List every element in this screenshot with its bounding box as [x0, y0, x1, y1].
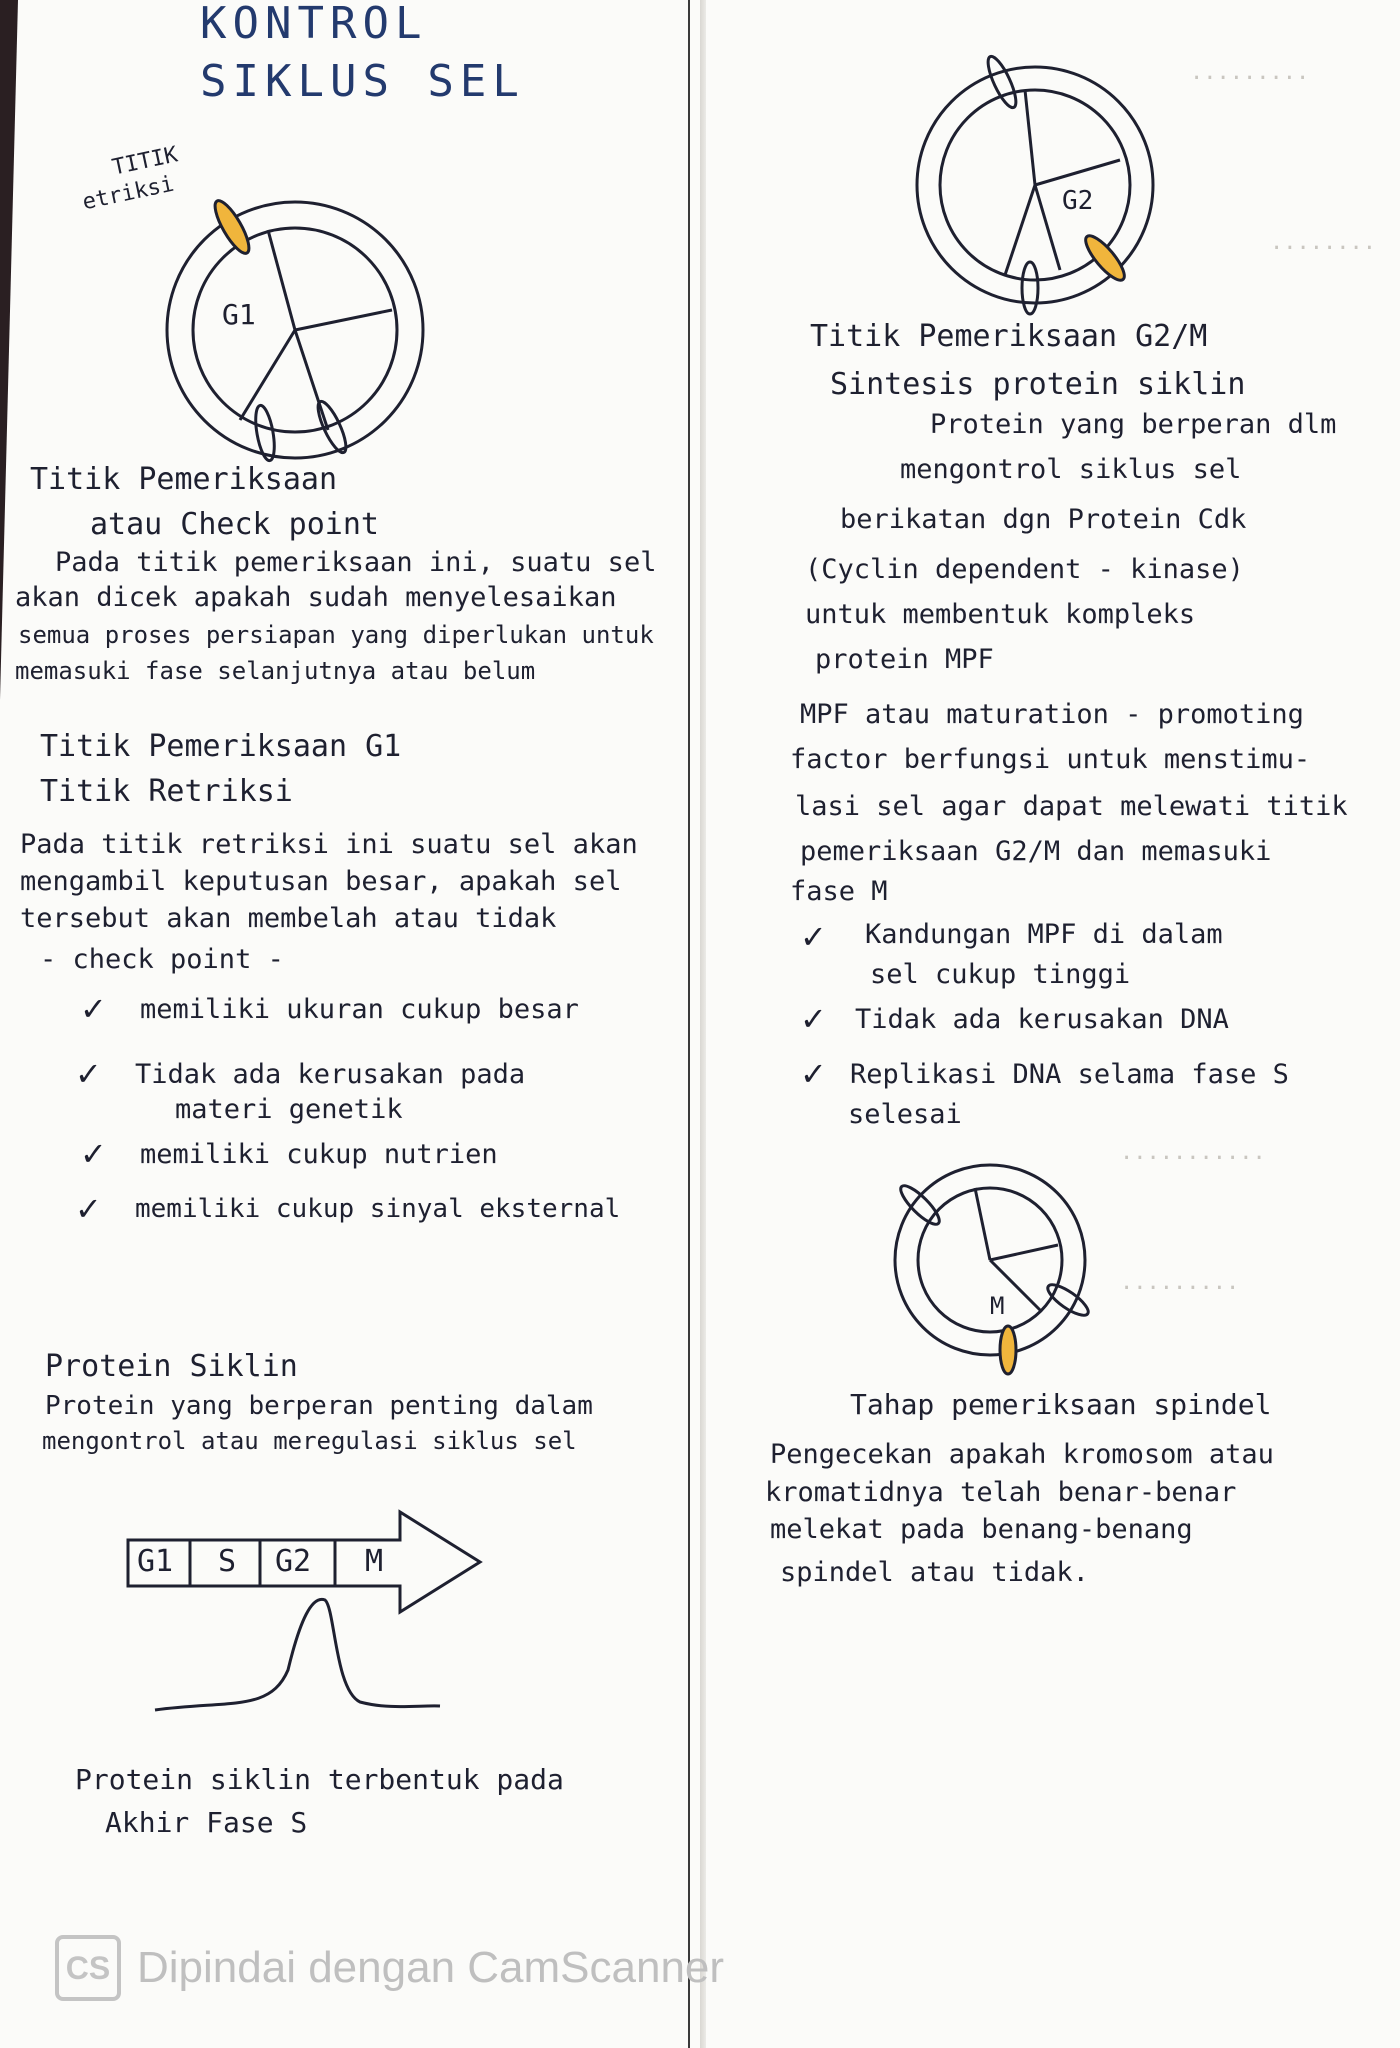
- m-phase-label: M: [990, 1292, 1005, 1320]
- cyclin-synthesis-heading: Sintesis protein siklin: [830, 367, 1246, 402]
- mpf-criterion: selesai: [848, 1099, 962, 1130]
- checkpoint-heading-1: Titik Pemeriksaan: [30, 462, 338, 497]
- g1-text-line: mengambil keputusan besar, apakah sel: [20, 866, 622, 897]
- check-icon: ✓: [800, 918, 827, 956]
- bleed-text: .........: [1190, 60, 1310, 85]
- checkpoint-text-line: Pada titik pemeriksaan ini, suatu sel: [55, 547, 657, 578]
- spindle-checkpoint-heading: Tahap pemeriksaan spindel: [850, 1388, 1272, 1421]
- mpf-text-line: lasi sel agar dapat melewati titik: [795, 791, 1348, 822]
- g2m-text-line: mengontrol siklus sel: [900, 454, 1242, 485]
- title-line-2: SIKLUS SEL: [200, 56, 525, 107]
- mpf-criterion: Kandungan MPF di dalam: [865, 919, 1223, 950]
- phase-cell-g2: G2: [275, 1544, 312, 1579]
- diagram-label-top: TITIK: [110, 142, 180, 181]
- g1-criterion: memiliki cukup sinyal eksternal: [135, 1194, 621, 1224]
- m-cycle-diagram: [890, 1160, 1090, 1360]
- margin-line: [688, 0, 690, 2048]
- phase-cell-g1: G1: [137, 1544, 174, 1579]
- g1-text-line: tersebut akan membelah atau tidak: [20, 903, 557, 934]
- g1-text-line: Pada titik retriksi ini suatu sel akan: [20, 829, 638, 860]
- spindle-text-line: Pengecekan apakah kromosom atau: [770, 1439, 1274, 1470]
- checkpoint-heading-2: atau Check point: [90, 507, 379, 542]
- g1-criterion: Tidak ada kerusakan pada: [135, 1059, 526, 1090]
- check-icon: ✓: [800, 1000, 827, 1038]
- checkpoint-text-line: memasuki fase selanjutnya atau belum: [15, 657, 536, 685]
- bleed-text: .........: [1120, 1270, 1240, 1295]
- mpf-criterion: sel cukup tinggi: [870, 959, 1131, 990]
- g1-criterion: memiliki ukuran cukup besar: [140, 994, 579, 1025]
- g2m-checkpoint-heading: Titik Pemeriksaan G2/M: [810, 319, 1208, 354]
- mpf-text-line: pemeriksaan G2/M dan memasuki: [800, 836, 1272, 867]
- bleed-text: ........: [1270, 230, 1376, 255]
- check-icon: ✓: [75, 1190, 102, 1228]
- g1-cycle-diagram: [160, 195, 430, 465]
- mpf-criterion: Replikasi DNA selama fase S: [850, 1059, 1289, 1090]
- spindle-text-line: spindel atau tidak.: [780, 1557, 1089, 1588]
- mpf-criterion: Tidak ada kerusakan DNA: [855, 1004, 1229, 1035]
- g2m-text-line: untuk membentuk kompleks: [805, 599, 1196, 630]
- watermark-text: Dipindai dengan CamScanner: [137, 1943, 725, 1992]
- camscanner-watermark: [55, 1935, 724, 2001]
- checkpoint-text-line: semua proses persiapan yang diperlukan untuk: [18, 621, 654, 649]
- cyclin-caption-1: Protein siklin terbentuk pada: [75, 1763, 564, 1796]
- g2m-text-line: Protein yang berperan dlm: [930, 409, 1337, 440]
- g1-criterion: materi genetik: [175, 1094, 403, 1125]
- g2m-text-line: berikatan dgn Protein Cdk: [840, 504, 1247, 535]
- camscanner-logo: CS: [55, 1935, 121, 2001]
- g2m-text-line: (Cyclin dependent - kinase): [805, 554, 1244, 585]
- bleed-text: ...........: [1120, 1140, 1266, 1165]
- g1-checkpoint-heading: Titik Pemeriksaan G1: [40, 729, 402, 764]
- check-icon: ✓: [75, 1055, 102, 1093]
- phase-cell-s: S: [218, 1544, 237, 1579]
- g1-criterion: memiliki cukup nutrien: [140, 1139, 498, 1170]
- checkpoint-text-line: akan dicek apakah sudah menyelesaikan: [15, 582, 617, 613]
- check-icon: ✓: [800, 1055, 827, 1093]
- mpf-text-line: fase M: [790, 876, 888, 907]
- g2-cycle-diagram: [910, 60, 1160, 310]
- page-fold: [700, 0, 706, 2048]
- title-line-1: KONTROL: [200, 0, 428, 49]
- mpf-text-line: MPF atau maturation - promoting: [800, 699, 1304, 730]
- g1-phase-label: G1: [222, 298, 256, 331]
- check-icon: ✓: [80, 990, 107, 1028]
- spindle-text-line: melekat pada benang-benang: [770, 1514, 1193, 1545]
- cyclin-text-line: mengontrol atau meregulasi siklus sel: [42, 1427, 577, 1455]
- g2-phase-label: G2: [1062, 186, 1094, 216]
- diagram-label-bottom: etriksi: [80, 171, 177, 216]
- check-icon: ✓: [80, 1135, 107, 1173]
- cyclin-text-line: Protein yang berperan penting dalam: [45, 1391, 593, 1421]
- g2m-text-line: protein MPF: [815, 644, 994, 675]
- cyclin-heading: Protein Siklin: [45, 1349, 298, 1384]
- phase-cell-m: M: [365, 1544, 384, 1579]
- spindle-text-line: kromatidnya telah benar-benar: [765, 1477, 1237, 1508]
- cell-cycle-arrow-diagram: [120, 1500, 490, 1730]
- restriction-point-heading: Titik Retriksi: [40, 774, 293, 809]
- mpf-text-line: factor berfungsi untuk menstimu-: [790, 744, 1311, 775]
- cyclin-caption-2: Akhir Fase S: [105, 1806, 308, 1839]
- checkpoint-subheading: - check point -: [40, 944, 284, 975]
